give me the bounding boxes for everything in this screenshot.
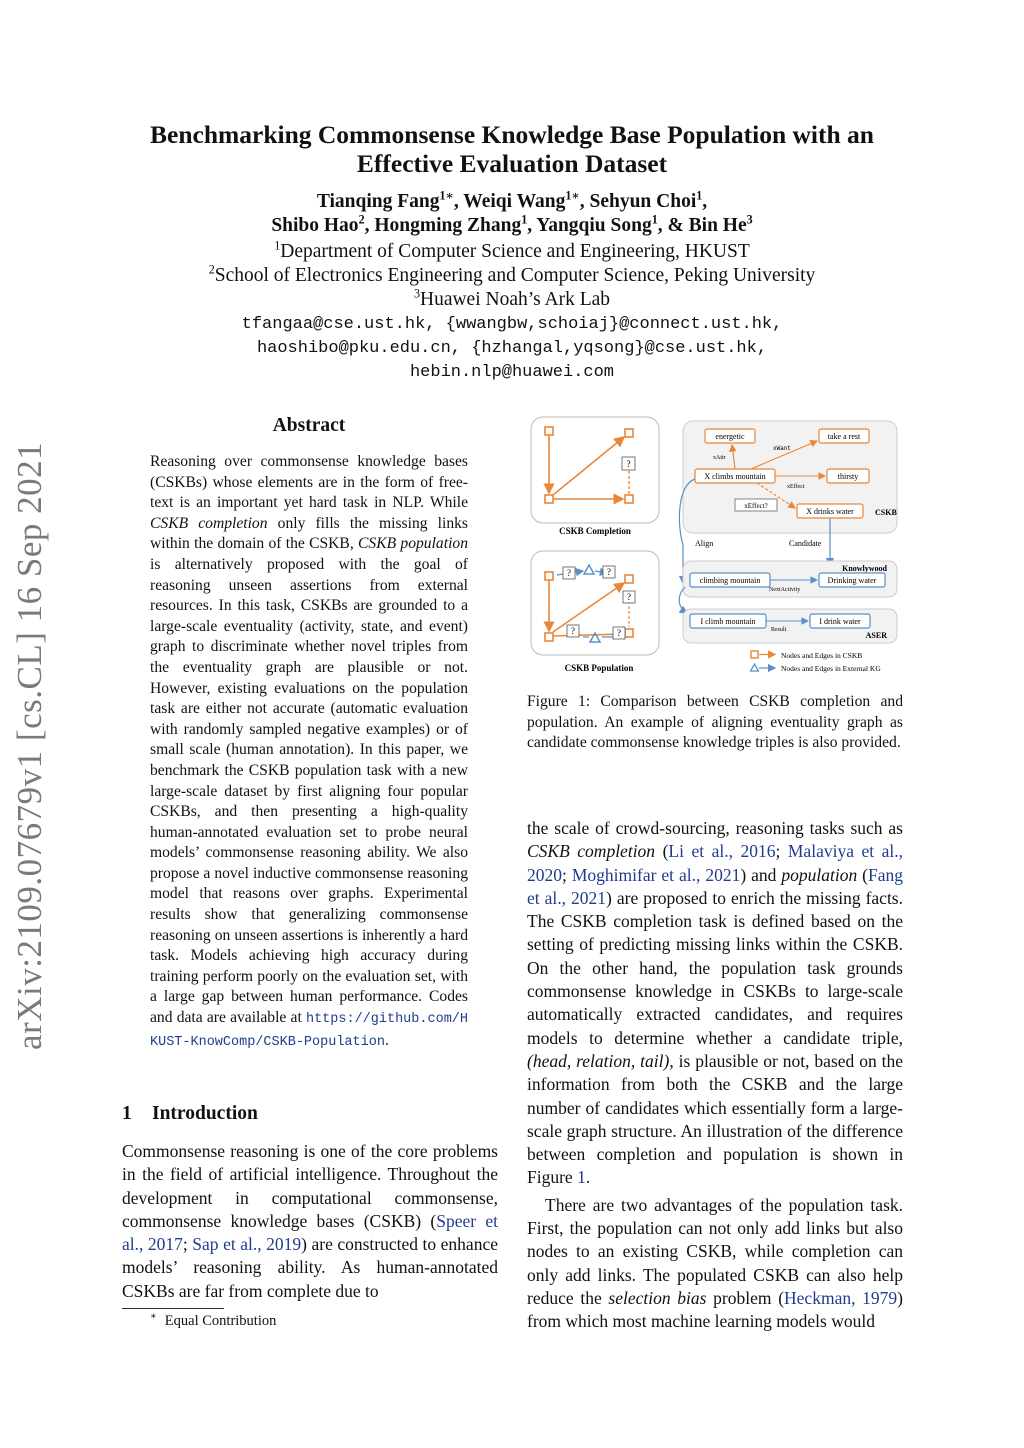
citation-link[interactable]: Fang et al., 2021 <box>527 864 903 908</box>
edge-label: Align <box>695 539 714 548</box>
question-mark: ? <box>627 592 631 602</box>
abstract-emphasis: CSKB population <box>358 535 468 553</box>
author-name: Sehyun Choi <box>589 191 697 212</box>
author-sup: 1 <box>521 212 528 227</box>
author-name: Yangqiu Song <box>536 215 652 236</box>
figure-reference-link[interactable]: 1 <box>577 1167 586 1188</box>
citation-link[interactable]: Moghimifar et al., 2021 <box>571 864 741 885</box>
author-name: Shibo Hao <box>271 215 359 236</box>
completion-label: CSKB Completion <box>559 526 631 536</box>
legend-kg-node <box>751 664 759 671</box>
title-line-1: Benchmarking Commonsense Knowledge Base Population with an <box>150 120 874 149</box>
body-emphasis: population <box>781 864 858 885</box>
knowlywood-panel <box>683 561 897 597</box>
affiliation <box>120 240 904 264</box>
graph-name: Knowlywood <box>842 564 887 573</box>
node-label: Drinking water <box>827 576 877 585</box>
right-column-body <box>527 817 903 1334</box>
graph-name: CSKB <box>875 508 897 517</box>
body-emphasis: CSKB completion <box>527 841 656 862</box>
abstract-text: Reasoning over commonsense knowledge bases (CSKBs) whose elements are in the form of free-text is an important yet hard task in NLP. While <box>150 453 468 512</box>
title-line-2: Effective Evaluation Dataset <box>356 149 668 178</box>
body-text: , is plausible or not, based on the information from both the CSKB and the large number of candidates which essentially form a large-scale graph structure. An illustration of the difference between completion and population is shown in Figure <box>527 1050 903 1188</box>
author-name: Hongming Zhang <box>374 215 522 236</box>
edge-label: xAttr <box>713 455 726 461</box>
question-mark: ? <box>567 568 571 578</box>
abstract-heading: Abstract <box>272 415 346 436</box>
edge-label: Candidate <box>789 539 822 548</box>
body-paragraph <box>527 817 903 1190</box>
section-title: Introduction <box>152 1103 258 1124</box>
completion-panel <box>531 417 659 536</box>
affiliation-sup: 1 <box>274 238 281 253</box>
abstract-text: only fills the missing links within the domain of the CSKB, <box>150 514 468 553</box>
body-text: ) are proposed to enrich the missing facts. The CSKB completion task is defined based on the setting of predicting missing links within the CSKB. On the other hand, the population task grounds commonsense knowledge in CSKBs to large-scale automatically extracted candidates, and requires models to determine whether a candidate triple, <box>527 887 903 1048</box>
body-text: ) from which most machine learning models would <box>527 1287 903 1332</box>
body-text: ) are constructed to enhance models’ reasoning ability. As human-annotated CSKBs are far from complete due to <box>122 1234 498 1301</box>
question-mark: ? <box>571 626 575 636</box>
author-sup: 1∗ <box>565 188 580 203</box>
author-list: Tianqing Fang$^{1∗}$, Weiqi Wang$^{1∗}$, Sehyun Choi$^1$, Shibo Hao$^2$, Hongming Zhang$^1$, Yangqiu Song$^1$, & Bin He$^3$ <box>271 188 753 236</box>
edge-label: xEffect <box>787 484 805 490</box>
body-text: There are two advantages of the population task. First, the population can not only add links but also nodes to an existing CSKB, while completion can only add links. The populated CSKB can also help reduce the <box>527 1194 903 1308</box>
body-text: ; <box>182 1234 193 1255</box>
footnote <box>150 1313 276 1330</box>
email-line: haoshibo@pku.edu.cn, {hzhangal,yqsong}@cse.ust.hk, <box>256 339 768 358</box>
body-text: problem ( <box>706 1287 785 1308</box>
body-text: ) and <box>740 864 782 885</box>
body-text: Commonsense reasoning is one of the core problems in the field of artificial intelligence. Throughout the development in computational commonsense, commonsense knowledge bases (CSKB) ( <box>122 1141 498 1231</box>
population-panel <box>531 551 659 673</box>
author-sup: 1 <box>651 212 658 227</box>
author-sup: 2 <box>358 212 365 227</box>
body-text: ; <box>562 864 572 885</box>
citation-link[interactable]: Speer et al., 2017 <box>122 1210 498 1255</box>
affiliation-text: Huawei Noah’s Ark Lab <box>419 289 611 310</box>
affiliation-text: Department of Computer Science and Engineering, HKUST <box>280 241 750 262</box>
aser-panel <box>683 609 897 643</box>
question-mark: ? <box>626 459 631 469</box>
question-mark: ? <box>607 567 611 577</box>
citation-link[interactable]: Heckman, 1979 <box>784 1287 898 1308</box>
abstract-emphasis: CSKB completion <box>150 514 268 532</box>
author-sup: 1∗ <box>439 188 454 203</box>
author-sup: 3 <box>746 212 753 227</box>
affiliation-text: School of Electronics Engineering and Computer Science, Peking University <box>214 265 816 286</box>
edge-label: xEffect? <box>744 502 768 510</box>
edge-label: Result <box>771 627 787 633</box>
node-label: X climbs mountain <box>704 472 766 481</box>
body-text: ( <box>655 841 669 862</box>
paper-title <box>120 120 904 178</box>
graph-name: ASER <box>865 631 887 640</box>
node-label: I climb mountain <box>700 617 756 626</box>
figure-caption: Figure 1: Comparison between CSKB completion and population. An example of aligning eventuality graph as candidate commonsense knowledge triples is also provided. <box>527 693 903 752</box>
affiliation-sup: 3 <box>413 286 420 301</box>
section-heading-introduction <box>122 1103 258 1125</box>
author-name: Weiqi Wang <box>463 191 566 212</box>
abstract-body <box>150 452 468 1053</box>
body-emphasis: selection bias <box>608 1287 707 1308</box>
affiliation-sup: 2 <box>208 262 215 277</box>
node-label: I drink water <box>819 617 861 626</box>
footnote-mark: ∗ <box>150 1311 157 1323</box>
email-line: hebin.nlp@huawei.com <box>409 363 615 382</box>
node-label: X drinks water <box>806 507 854 516</box>
author-name: Bin He <box>688 215 747 236</box>
abstract-text: is alternatively proposed with the goal of reasoning unseen assertions from external resources. In this task, CSKBs are grounded to a large-scale eventuality (activity, state, and event) graph to discriminate whether novel triples from the eventuality graph are plausible or not. However, existing evaluations on the population task are either not accurate (automatic evaluation with randomly sampled negative examples) or of small scale (human annotation). In this paper, we benchmark the CSKB population task with a new large-scale dataset by first aligning four popular CSKBs, and then presenting a high-quality human-annotated evaluation set to probe neural models’ commonsense reasoning ability. We also propose a novel inductive commonsense reasoning model that reasons over graphs. Experimental results show that generalizing commonsense reasoning on unseen assertions is inherently a hard task. Models achieving high accuracy during training perform poorly on the evaluation set, with a large gap between human performance. Codes and data are available at <box>150 555 468 1027</box>
email-line: tfangaa@cse.ust.hk, {wwangbw,schoiaj}@connect.ust.hk, <box>241 315 783 334</box>
body-text: ; <box>775 841 788 862</box>
node-label: take a rest <box>827 432 861 441</box>
figure-legend <box>751 651 882 673</box>
body-text: ( <box>857 864 868 885</box>
figure-1-diagram <box>527 415 905 680</box>
body-paragraph <box>527 1194 903 1334</box>
section-number: 1 <box>122 1103 132 1124</box>
edge-label: NextActivity <box>769 587 801 593</box>
email-list <box>120 313 904 385</box>
affiliation <box>120 264 904 288</box>
legend-cskb-node <box>751 651 758 658</box>
edge-label: xWant <box>773 445 792 452</box>
author-name: Tianqing Fang <box>316 191 440 212</box>
affiliation <box>120 288 904 312</box>
abstract-text: . <box>384 1031 389 1049</box>
population-label: CSKB Population <box>564 663 634 673</box>
body-text: . <box>585 1167 591 1188</box>
citation-link[interactable]: Li et al., 2016 <box>668 841 776 862</box>
node-label: thirsty <box>837 472 859 481</box>
body-emphasis: (head, relation, tail) <box>527 1050 670 1071</box>
code-url-link[interactable]: https://github.com/HKUST-KnowComp/CSKB-Population <box>150 1012 468 1050</box>
node-label: energetic <box>715 432 745 441</box>
intro-paragraph <box>122 1140 498 1303</box>
arxiv-identifier: arXiv:2109.07679v1 [cs.CL] 16 Sep 2021 <box>10 441 49 1050</box>
footnote-text: Equal Contribution <box>164 1313 277 1329</box>
legend-label: Nodes and Edges in External KG <box>781 664 881 673</box>
node-label: climbing mountain <box>699 576 761 585</box>
footnote-divider <box>122 1308 224 1309</box>
citation-link[interactable]: Malaviya et al., 2020 <box>527 841 903 885</box>
question-mark: ? <box>617 628 621 638</box>
affiliations <box>120 240 904 312</box>
citation-link[interactable]: Sap et al., 2019 <box>192 1234 302 1255</box>
cskb-graph-panel <box>683 421 897 533</box>
legend-label: Nodes and Edges in CSKB <box>781 651 863 660</box>
author-sup: 1 <box>696 188 703 203</box>
body-text: the scale of crowd-sourcing, reasoning tasks such as <box>527 818 903 838</box>
